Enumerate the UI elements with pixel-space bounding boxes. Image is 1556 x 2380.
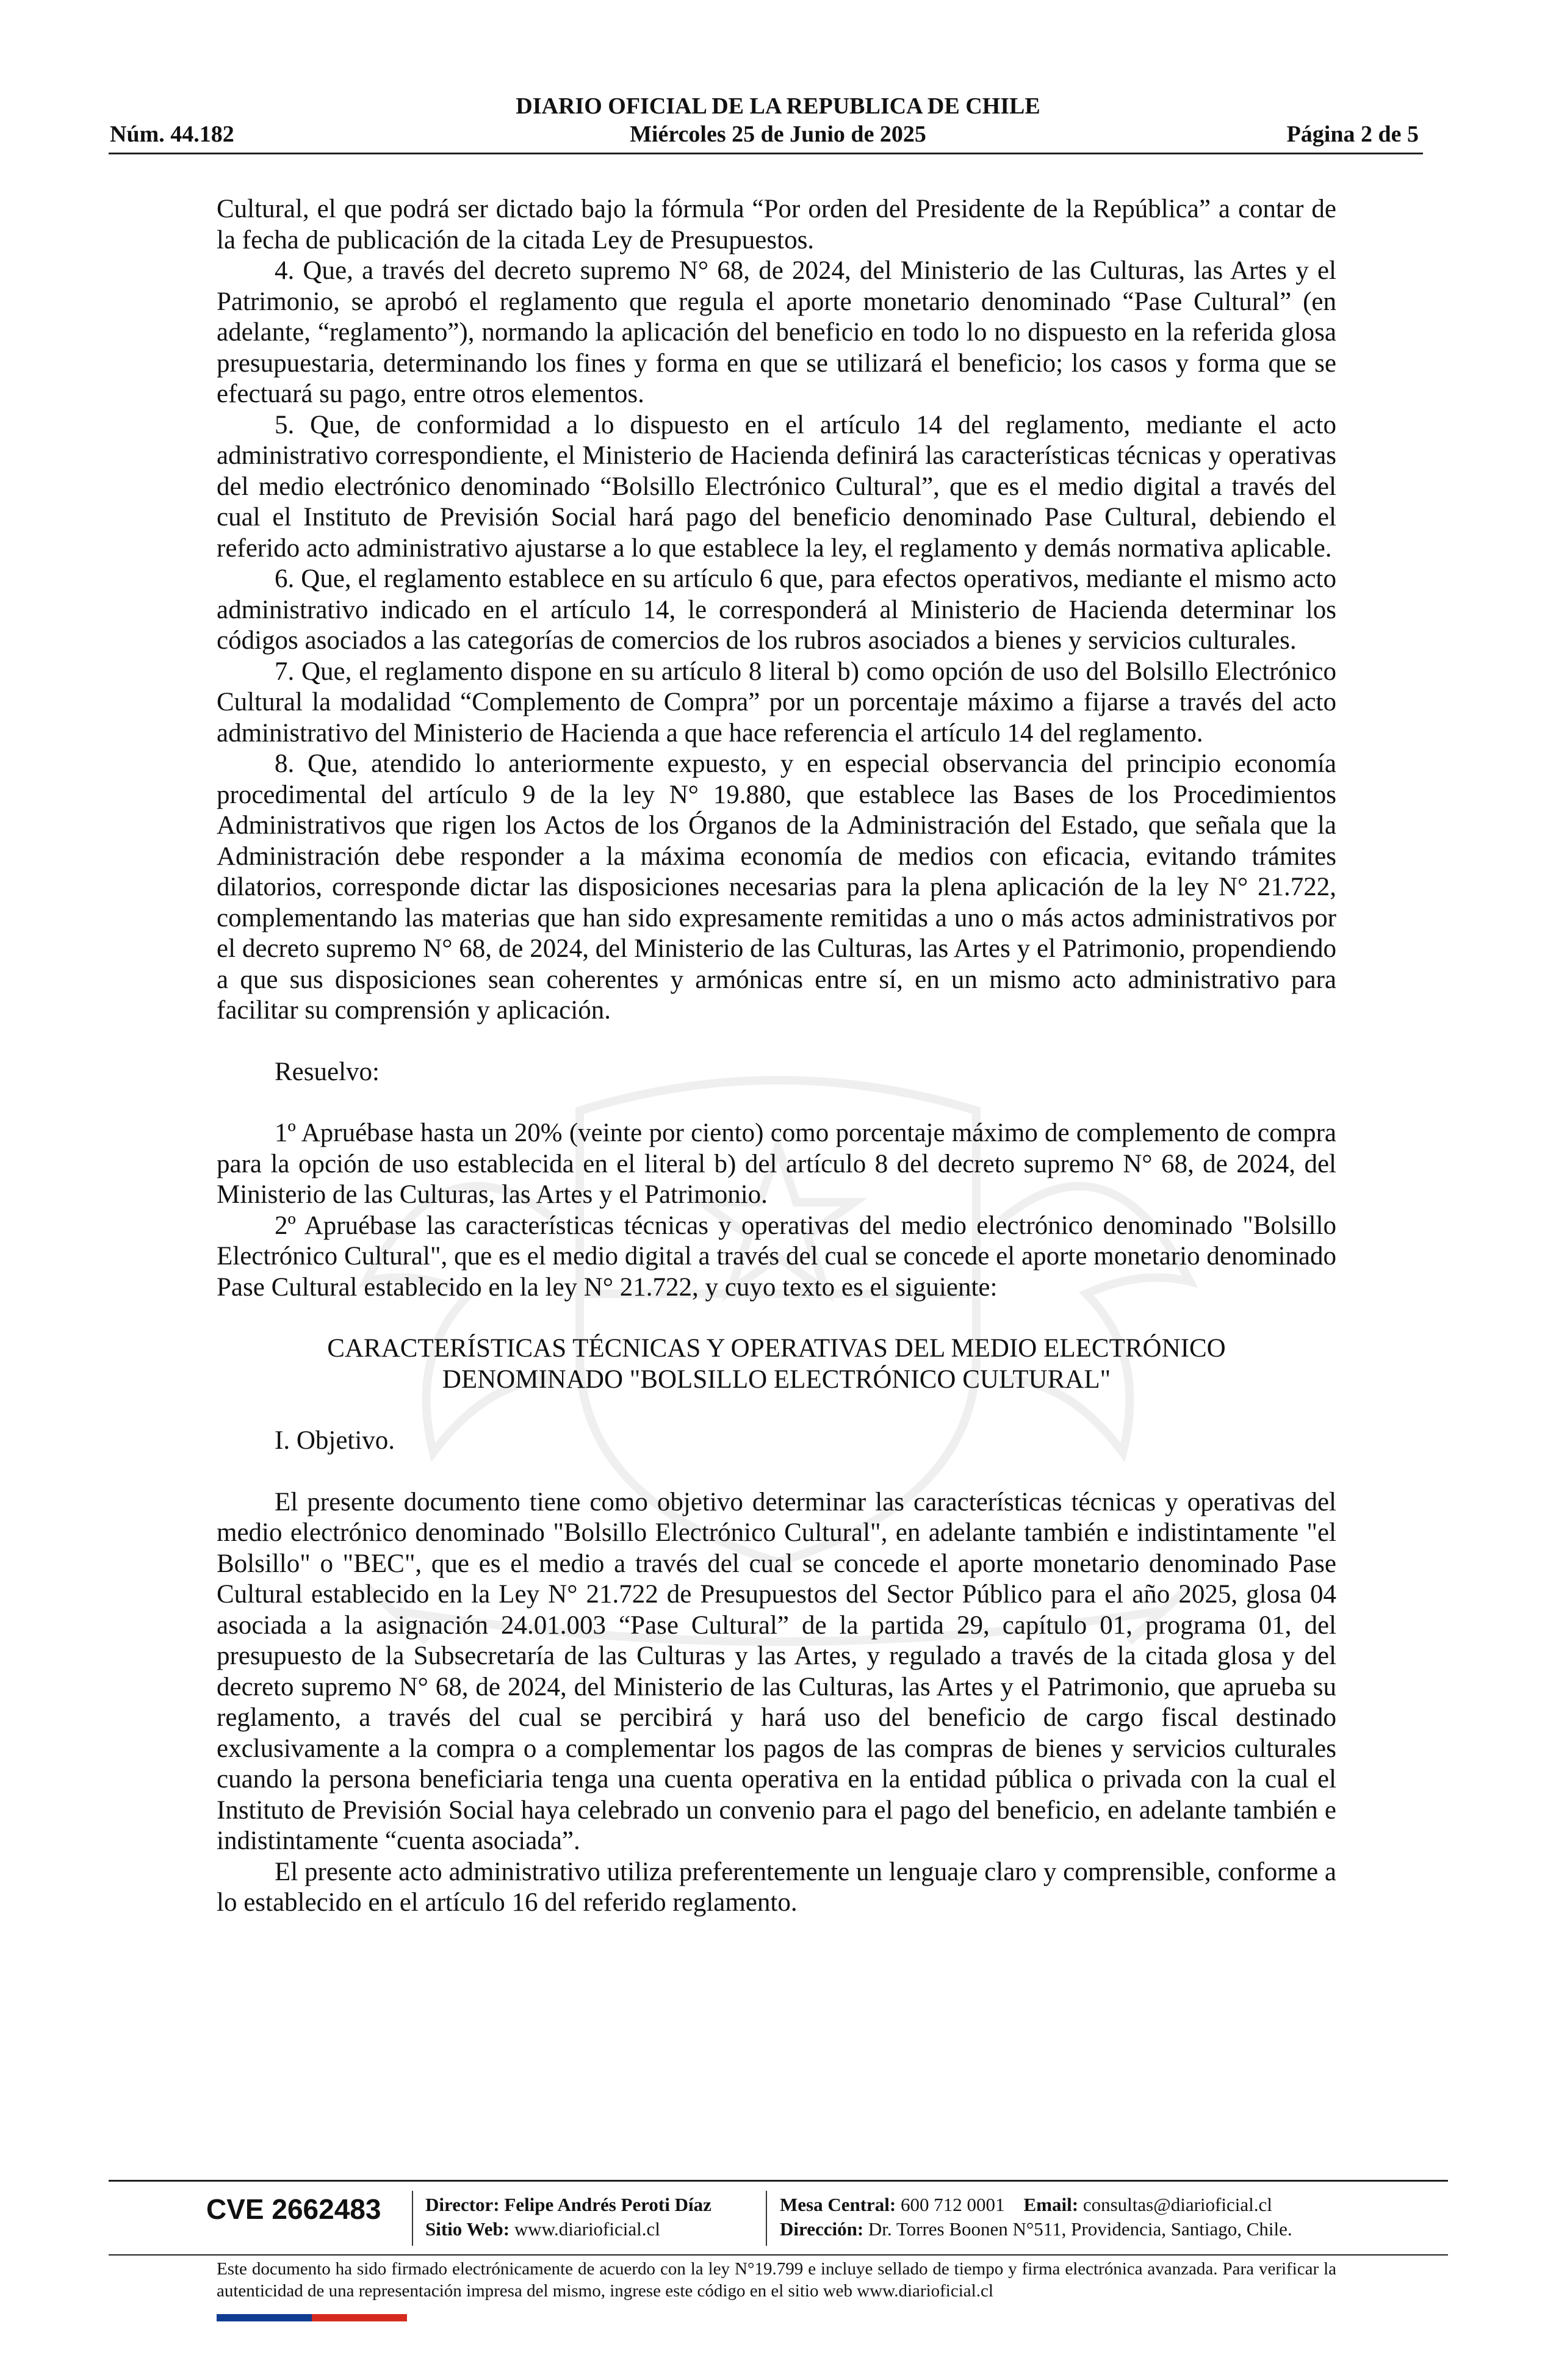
email-label: Email:: [1023, 2194, 1079, 2215]
paragraph-5: 5. Que, de conformidad a lo dispuesto en el artículo 14 del reglamento, mediante el acto administrativo correspondiente, el Ministerio de Hacienda definirá las características técnicas y operativas del medio electrónico denominado “Bolsillo Electrónico Cultural”, que es el medio digital a través del cual el Instituto de Previsión Social hará pago del beneficio denominado Pase Cultural, debiendo el referido acto administrativo ajustarse a lo que establece la ley, el reglamento y demás normativa aplicable.: [217, 410, 1336, 563]
footer-separator: [412, 2191, 413, 2246]
mesa-label: Mesa Central:: [780, 2194, 896, 2215]
issue-date: Miércoles 25 de Junio de 2025: [630, 121, 926, 147]
email-link[interactable]: consultas@diarioficial.cl: [1082, 2194, 1272, 2215]
document-body: [217, 194, 1336, 1919]
mesa-phone: 600 712 0001: [901, 2194, 1005, 2215]
objective-paragraph-2: El presente acto administrativo utiliza preferentemente un lenguaje claro y comprensible, conforme a lo establecido en el artículo 16 del referido reglamento.: [217, 1857, 1336, 1917]
flag-blue-segment: [217, 2314, 312, 2321]
section-heading-line2: DENOMINADO "BOLSILLO ELECTRÓNICO CULTURAL": [442, 1365, 1111, 1394]
site-link[interactable]: www.diarioficial.cl: [514, 2218, 660, 2240]
paragraph-8: 8. Que, atendido lo anteriormente expuesto, y en especial observancia del principio economía procedimental del artículo 9 de la ley N° 19.880, que establece las Bases de los Procedimientos Administrativos que rigen los Actos de los Órganos de la Administración del Estado, que señala que la Administración debe responder a la máxima economía de medios con eficacia, evitando trámites dilatorios, corresponde dictar las disposiciones necesarias para la plena aplicación de la ley N° 21.722, complementando las materias que han sido expresamente remitidas a uno o más actos administrativos por el decreto supremo N° 68, de 2024, del Ministerio de las Culturas, las Artes y el Patrimonio, propendiendo a que sus disposiciones sean coherentes y armónicas entre sí, en un mismo acto administrativo para facilitar su comprensión y aplicación.: [217, 749, 1336, 1025]
director-label: Director:: [425, 2194, 500, 2215]
footer-divider: [109, 2180, 1448, 2182]
footer-divider-lower: [109, 2254, 1448, 2256]
section-heading-line1: CARACTERÍSTICAS TÉCNICAS Y OPERATIVAS DEL MEDIO ELECTRÓNICO: [327, 1334, 1226, 1363]
journal-title: DIARIO OFICIAL DE LA REPUBLICA DE CHILE: [516, 93, 1040, 119]
footer-contact-block: [780, 2193, 1292, 2241]
resolution-1: 1º Apruébase hasta un 20% (veinte por ciento) como porcentaje máximo de complemento de compra para la opción de uso establecida en el literal b) del artículo 8 del decreto supremo N° 68, de 2024, del Ministerio de las Culturas, las Artes y el Patrimonio.: [217, 1119, 1336, 1209]
cve-code: CVE 2662483: [206, 2193, 381, 2225]
footer-separator: [766, 2191, 767, 2246]
header-divider: [109, 153, 1423, 154]
paragraph-4: 4. Que, a través del decreto supremo N° 68, de 2024, del Ministerio de las Culturas, las Artes y el Patrimonio, se aprobó el reglamento que regula el aporte monetario denominado “Pase Cultural” (en adelante, “reglamento”), normando la aplicación del beneficio en todo lo no dispuesto en la referida glosa presupuestaria, determinando los fines y forma en que se utilizará el beneficio; los casos y forma que se efectuará su pago, entre otros elementos.: [217, 256, 1336, 408]
issue-number: Núm. 44.182: [110, 121, 234, 147]
paragraph-7: 7. Que, el reglamento dispone en su artículo 8 literal b) como opción de uso del Bolsillo Electrónico Cultural la modalidad “Complemento de Compra” por un porcentaje máximo a fijarse a través del acto administrativo del Ministerio de Hacienda a que hace referencia el artículo 14 del reglamento.: [217, 657, 1336, 748]
page-number: Página 2 de 5: [1286, 121, 1419, 147]
paragraph-6: 6. Que, el reglamento establece en su artículo 6 que, para efectos operativos, mediante el mismo acto administrativo indicado en el artículo 14, le corresponderá al Ministerio de Hacienda determinar los códigos asociados a las categorías de comercios de los rubros asociados a bienes y servicios culturales.: [217, 564, 1336, 655]
section-title: I. Objetivo.: [275, 1426, 395, 1455]
address-label: Dirección:: [780, 2218, 864, 2240]
paragraph-continuation: Cultural, el que podrá ser dictado bajo la fórmula “Por orden del Presidente de la República” a contar de la fecha de publicación de la citada Ley de Presupuestos.: [217, 195, 1336, 254]
footer-director-block: [425, 2193, 711, 2241]
objective-paragraph-1: El presente documento tiene como objetivo determinar las características técnicas y operativas del medio electrónico denominado "Bolsillo Electrónico Cultural", en adelante también e indistintamente "el Bolsillo" o "BEC", que es el medio a través del cual se concede el aporte monetario denominado Pase Cultural establecido en la Ley N° 21.722 de Presupuestos del Sector Público para el año 2025, glosa 04 asociada a la asignación 24.01.003 “Pase Cultural” de la partida 29, capítulo 01, programa 01, del presupuesto de la Subsecretaría de las Culturas y las Artes, y regulado a través de la citada glosa y del decreto supremo N° 68, de 2024, del Ministerio de las Culturas, las Artes y el Patrimonio, que aprueba su reglamento, a través del cual se percibirá y hará uso del beneficio de cargo fiscal destinado exclusivamente a la compra o a complementar los pagos de las compras de bienes y servicios culturales cuando la persona beneficiaria tenga una cuenta operativa en la entidad pública o privada con la cual el Instituto de Previsión Social haya celebrado un convenio para el pago del beneficio, en adelante también e indistintamente “cuenta asociada”.: [217, 1487, 1336, 1855]
director-name: Felipe Andrés Peroti Díaz: [504, 2194, 711, 2215]
flag-red-segment: [312, 2314, 407, 2321]
site-label: Sitio Web:: [425, 2218, 510, 2240]
resolution-heading: Resuelvo:: [275, 1057, 380, 1086]
legal-notice: Este documento ha sido firmado electrónicamente de acuerdo con la ley N°19.799 e incluye sellado de tiempo y firma electrónica avanzada. Para verificar la autenticidad de una representación impresa del mismo, ingrese este código en el sitio web www.diarioficial.cl: [217, 2259, 1336, 2301]
resolution-2: 2º Apruébase las características técnicas y operativas del medio electrónico denominado "Bolsillo Electrónico Cultural", que es el medio digital a través del cual se concede el aporte monetario denominado Pase Cultural establecido en la ley N° 21.722, y cuyo texto es el siguiente:: [217, 1211, 1336, 1302]
flag-stripe: [217, 2314, 407, 2321]
address-value: Dr. Torres Boonen N°511, Providencia, Santiago, Chile.: [868, 2218, 1292, 2240]
